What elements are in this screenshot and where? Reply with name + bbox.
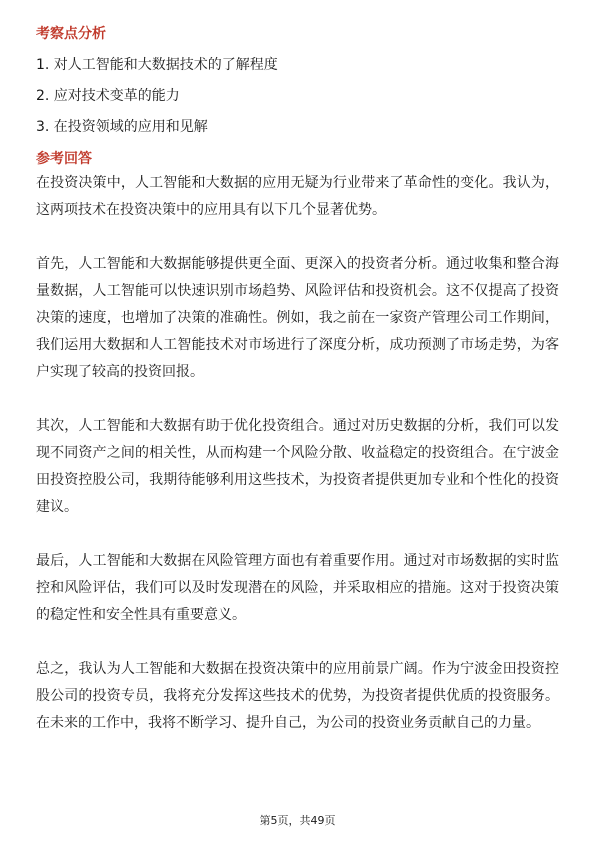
answer-paragraph-4: 最后，人工智能和大数据在风险管理方面也有着重要作用。通过对市场数据的实时监控和风险评估，我们可以及时发现潜在的风险，并采取相应的措施。这对于投资决策的稳定性和安全性具有重要意义。	[36, 553, 559, 623]
answer-paragraph-3: 其次，人工智能和大数据有助于优化投资组合。通过对历史数据的分析，我们可以发现不同资产之间的相关性，从而构建一个风险分散、收益稳定的投资组合。在宁波金田投资控股公司，我期待能够利用这些技术，为投资者提供更加专业和个性化的投资建议。	[36, 418, 559, 515]
answer-heading: 参考回答	[36, 151, 92, 167]
answer-paragraph-5: 总之，我认为人工智能和大数据在投资决策中的应用前景广阔。作为宁波金田投资控股公司的投资专员，我将充分发挥这些技术的优势，为投资者提供优质的投资服务。在未来的工作中，我将不断学习、提升自己，为公司的投资业务贡献自己的力量。	[36, 661, 559, 731]
analysis-heading: 考察点分析	[36, 26, 106, 42]
analysis-point-3: 3. 在投资领域的应用和见解	[36, 119, 208, 135]
answer-paragraph-1: 在投资决策中，人工智能和大数据的应用无疑为行业带来了革命性的变化。我认为，这两项技术在投资决策中的应用具有以下几个显著优势。	[36, 175, 559, 218]
answer-paragraph-2: 首先，人工智能和大数据能够提供更全面、更深入的投资者分析。通过收集和整合海量数据，人工智能可以快速识别市场趋势、风险评估和投资机会。这不仅提高了投资决策的速度，也增加了决策的准确性。例如，我之前在一家资产管理公司工作期间，我们运用大数据和人工智能技术对市场进行了深度分析，成功预测了市场走势，为客户实现了较高的投资回报。	[36, 256, 559, 380]
page-content	[36, 18, 559, 737]
analysis-point-2: 2. 应对技术变革的能力	[36, 88, 180, 104]
page-number: 第5页，共49页	[259, 814, 336, 827]
analysis-point-1: 1. 对人工智能和大数据技术的了解程度	[36, 57, 278, 73]
answer-body	[36, 170, 559, 737]
